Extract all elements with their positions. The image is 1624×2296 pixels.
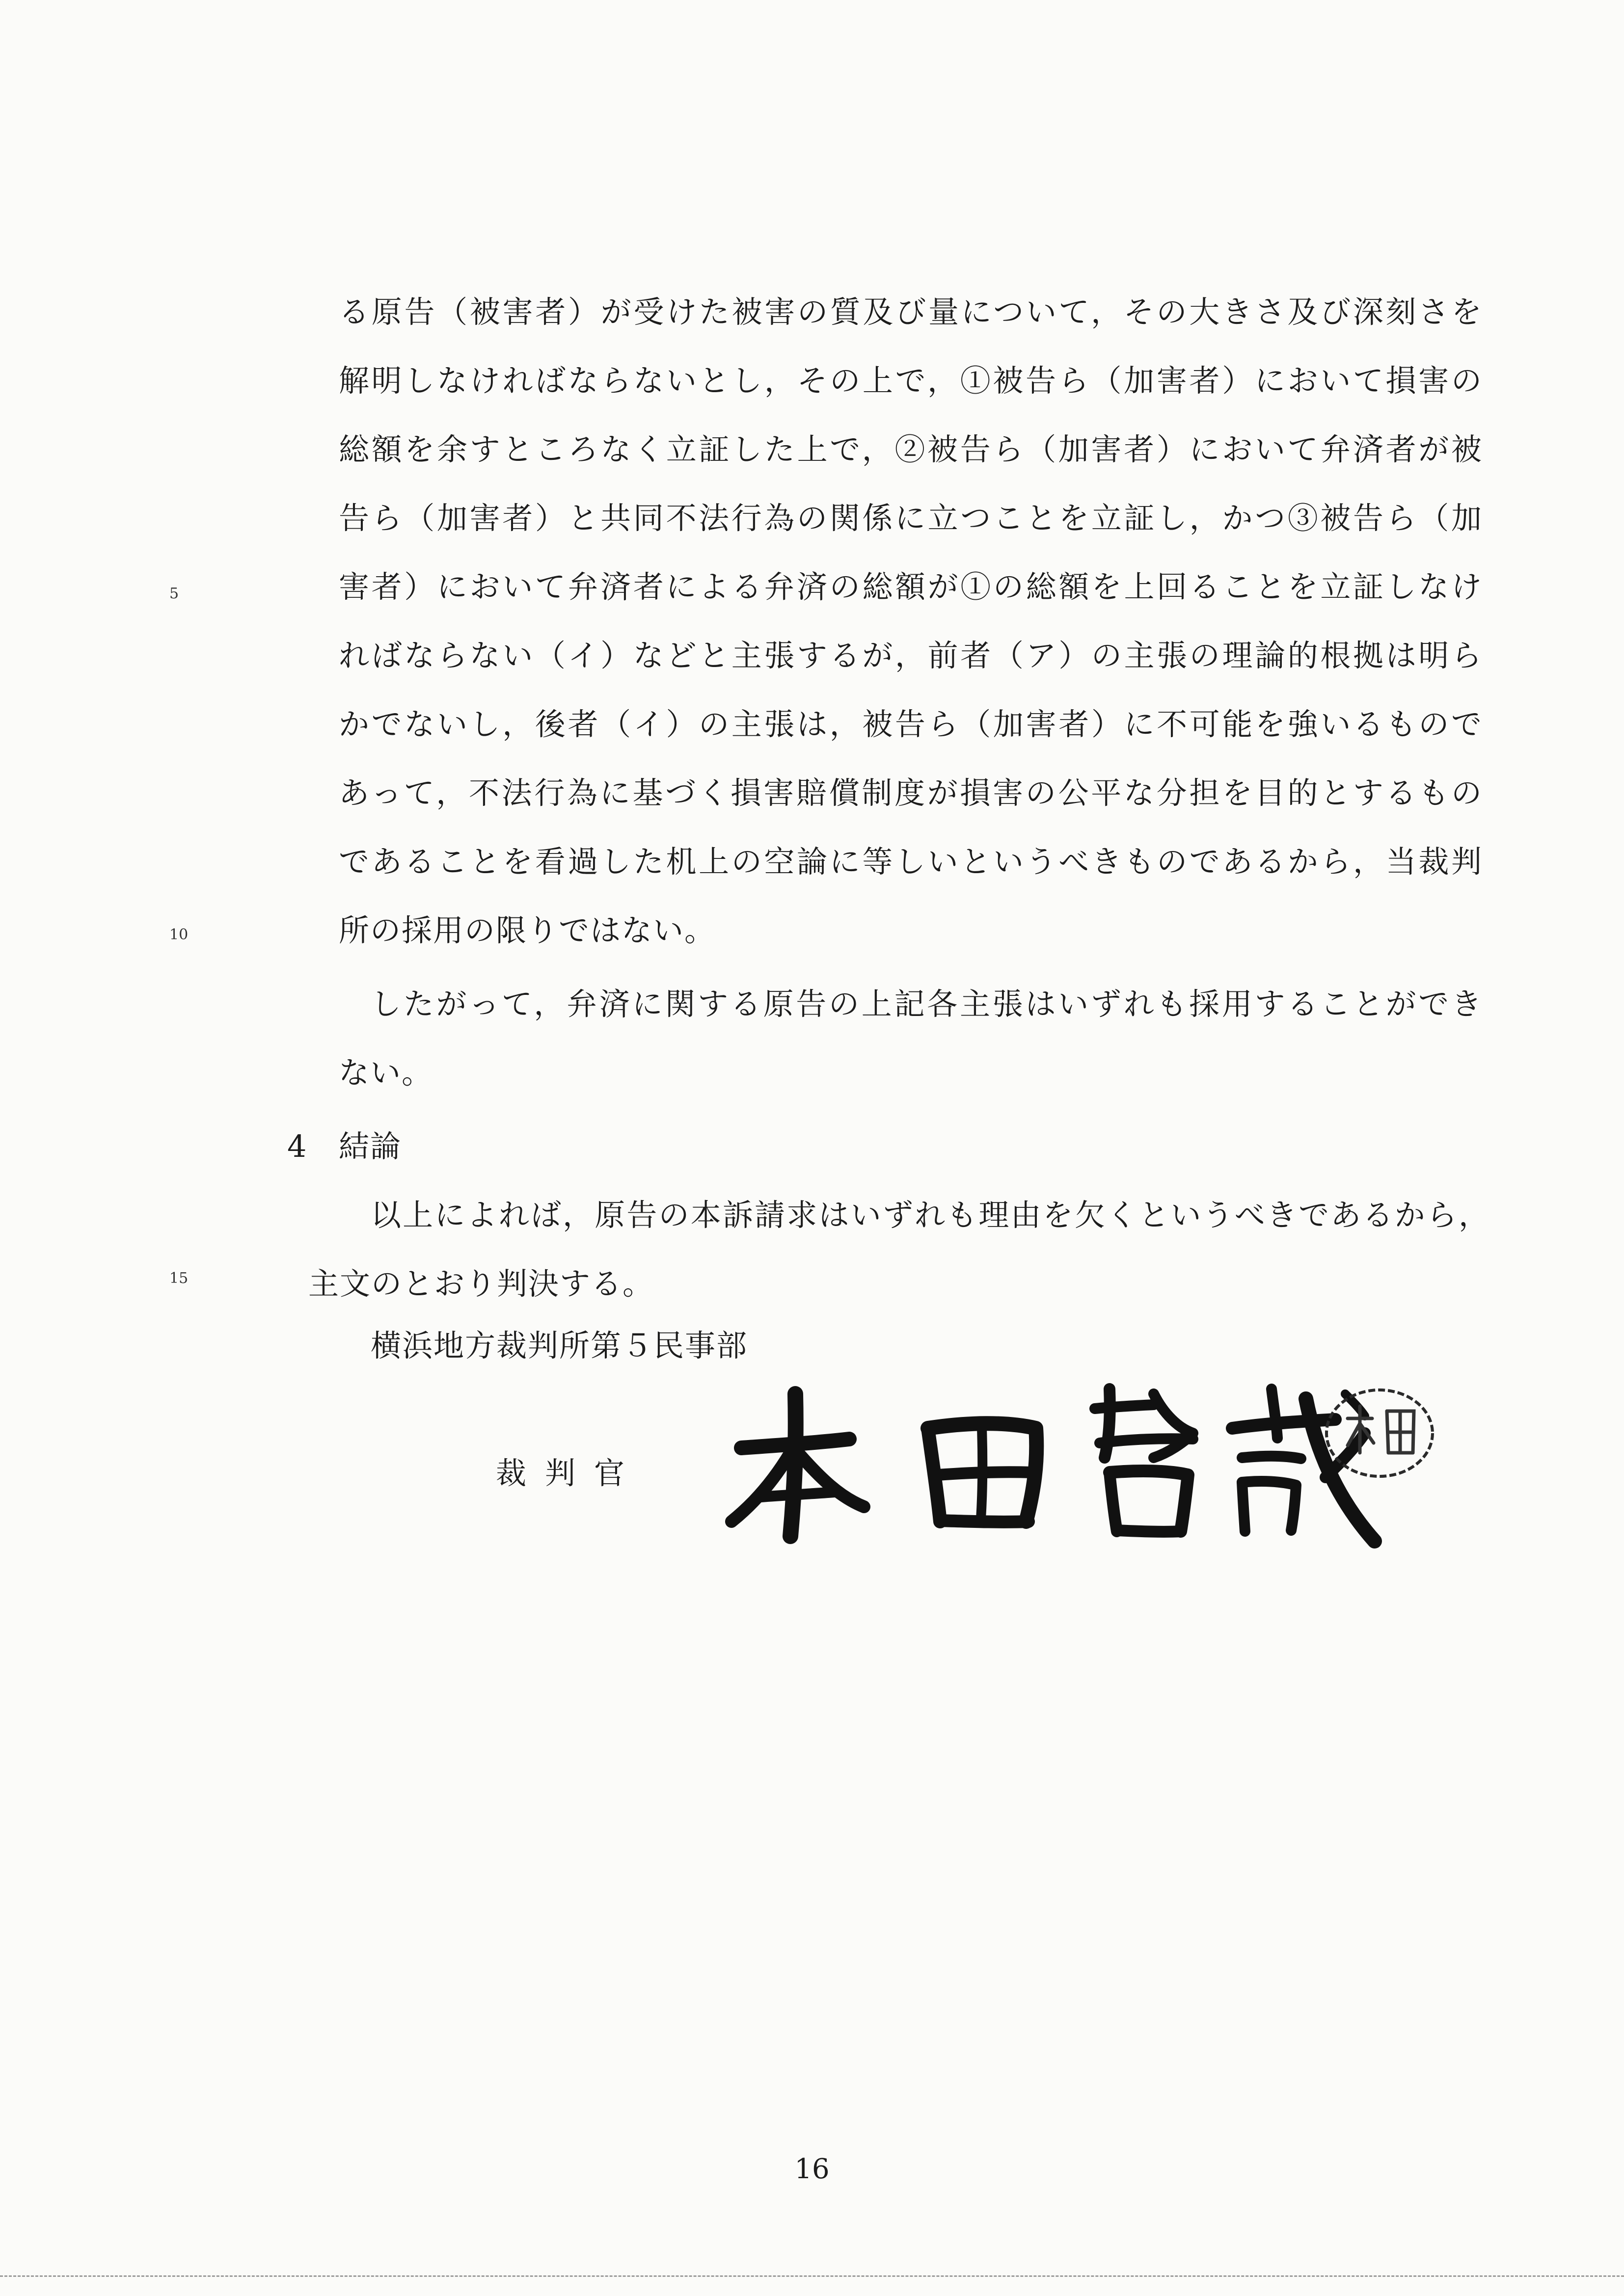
court-name: 横浜地方裁判所第５民事部 xyxy=(371,1328,748,1363)
paragraph-line: かでないし，後者（イ）の主張は，被告ら（加害者）に不可能を強いるもので xyxy=(339,706,1483,742)
conclusion-line: したがって，弁済に関する原告の上記各主張はいずれも採用することができ xyxy=(371,986,1483,1022)
final-line: 以上によれば，原告の本訴請求はいずれも理由を欠くというべきであるから， xyxy=(371,1197,1490,1233)
section-number: 4 xyxy=(287,1128,307,1164)
paragraph-line: あって，不法行為に基づく損害賠償制度が損害の公平な分担を目的とするもの xyxy=(339,775,1483,811)
paragraph-line: 解明しなければならないとし，その上で，①被告ら（加害者）において損害の xyxy=(339,363,1483,399)
line-number-10: 10 xyxy=(169,926,189,943)
paragraph-line: であることを看過した机上の空論に等しいというべきものであるから，当裁判 xyxy=(339,844,1483,880)
page-number: 16 xyxy=(794,2153,830,2185)
paragraph-line: 害者）において弁済者による弁済の総額が①の総額を上回ることを立証しなけ xyxy=(339,569,1483,605)
judge-title: 裁判官 xyxy=(496,1455,644,1491)
footer-divider xyxy=(0,2275,1624,2277)
paragraph-line: 所の採用の限りではない。 xyxy=(339,912,716,948)
line-number-5: 5 xyxy=(169,585,179,602)
paragraph-line: 総額を余すところなく立証した上で，②被告ら（加害者）において弁済者が被 xyxy=(339,431,1483,467)
final-line: 主文のとおり判決する。 xyxy=(308,1266,654,1302)
line-number-15: 15 xyxy=(169,1270,189,1287)
judge-signature xyxy=(722,1374,1409,1561)
seal-stamp xyxy=(1321,1384,1438,1482)
conclusion-line: ない。 xyxy=(339,1055,433,1091)
paragraph-line: ればならない（イ）などと主張するが，前者（ア）の主張の理論的根拠は明ら xyxy=(339,638,1483,673)
paragraph-line: 告ら（加害者）と共同不法行為の関係に立つことを立証し，かつ③被告ら（加 xyxy=(339,500,1483,536)
section-title: 結論 xyxy=(339,1128,402,1164)
paragraph-line: る原告（被害者）が受けた被害の質及び量について，その大きさ及び深刻さを xyxy=(339,294,1483,330)
